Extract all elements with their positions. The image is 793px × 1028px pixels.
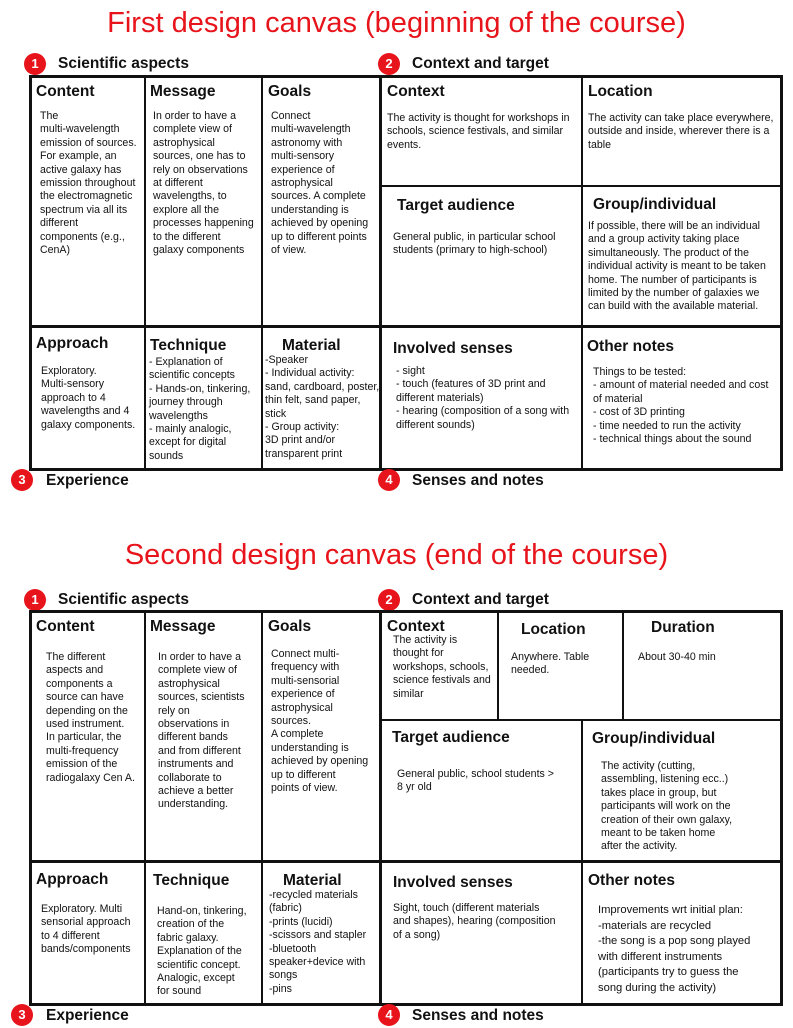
canvas1-group-individual-text: If possible, there will be an individual and a group activity taking place simultaneously. The product of the individual activity is meant to be taken home. The number of participants is limited by the number of galaxies we can build with the available material. (588, 220, 766, 313)
canvas2-duration-heading: Duration (651, 619, 715, 636)
canvas1-other-notes-text: Things to be tested: - amount of material needed and cost of material - cost of 3D printing - time needed to run the activity - technical things about the sound (593, 366, 769, 446)
canvas1-section-experience: Experience (46, 472, 129, 489)
canvas2-message-heading: Message (150, 618, 216, 635)
canvas1-title: First design canvas (beginning of the course) (107, 7, 686, 39)
canvas1-divider (381, 185, 781, 187)
canvas1-technique-heading: Technique (150, 337, 227, 354)
canvas1-context-heading: Context (387, 83, 445, 100)
canvas1-message-heading: Message (150, 83, 216, 100)
canvas1-material-text: -Speaker - Individual activity: sand, cardboard, poster, thin felt, sand paper, stick - Group activity: 3D print and/or transparent print (265, 354, 380, 460)
canvas2-group-individual-heading: Group/individual (592, 730, 716, 747)
canvas2-section-scientific-aspects: Scientific aspects (58, 591, 189, 608)
canvas2-badge-1: 1 (24, 589, 46, 611)
canvas2-badge-3: 3 (11, 1004, 33, 1026)
canvas2-material-heading: Material (283, 872, 342, 889)
canvas2-content-text: The different aspects and components a source can have depending on the used instrument. In particular, the multi-frequency emission of the radiogalaxy Cen A. (46, 651, 135, 784)
canvas1-badge-1: 1 (24, 53, 46, 75)
canvas2-technique-text: Hand-on, tinkering, creation of the fabric galaxy. Explanation of the scientific concept. Analogic, except for sound (157, 905, 247, 998)
canvas2-section-context-and-target: Context and target (412, 591, 549, 608)
canvas1-technique-text: - Explanation of scientific concepts - Hands-on, tinkering, journey through wavelengths - mainly analogic, except for digital sounds (149, 356, 251, 462)
canvas2-badge-2: 2 (378, 589, 400, 611)
canvas2-other-notes-text: Improvements wrt initial plan: -materials are recycled -the song is a pop song played with different instruments (participants try to guess the song during the activity) (598, 904, 751, 994)
canvas2-approach-heading: Approach (36, 871, 109, 888)
canvas1-context-text: The activity is thought for workshops in schools, science festivals, and similar events. (387, 112, 570, 151)
canvas2-divider (622, 612, 624, 720)
canvas2-target-audience-text: General public, school students > 8 yr old (397, 768, 554, 794)
canvas1-other-notes-heading: Other notes (587, 338, 674, 355)
canvas2-title: Second design canvas (end of the course) (124, 539, 669, 571)
canvas1-approach-text: Exploratory. Multi-sensory approach to 4 wavelengths and 4 galaxy components. (41, 365, 136, 431)
canvas2-goals-text: Connect multi- frequency with multi-sensorial experience of astrophysical sources. A complete understanding is achieved by opening up to different points of view. (271, 648, 369, 795)
canvas1-target-audience-text: General public, in particular school students (primary to high-school) (393, 231, 556, 257)
canvas1-involved-senses-text: - sight - touch (features of 3D print and different materials) - hearing (composition of a song with different sounds) (396, 365, 570, 431)
canvas2-involved-senses-heading: Involved senses (393, 874, 513, 891)
canvas1-divider (31, 325, 380, 328)
canvas1-approach-heading: Approach (36, 335, 109, 352)
canvas1-content-text: The multi-wavelength emission of sources. For example, an active galaxy has emission throughout the electromagnetic spectrum via all its different components (e.g., CenA) (40, 110, 137, 257)
canvas2-divider (261, 612, 263, 1004)
canvas1-divider (581, 77, 583, 469)
canvas1-involved-senses-heading: Involved senses (393, 340, 513, 357)
canvas1-target-audience-heading: Target audience (397, 197, 515, 214)
canvas1-content-heading: Content (36, 83, 95, 100)
canvas2-divider (31, 860, 380, 863)
canvas1-material-heading: Material (282, 337, 341, 354)
canvas2-location-heading: Location (521, 621, 586, 638)
canvas1-message-text: In order to have a complete view of astrophysical sources, one has to rely on observations at different wavelengths, to explore all the processes happening to the different galaxy components (153, 110, 254, 257)
canvas1-badge-4: 4 (378, 469, 400, 491)
canvas2-section-experience: Experience (46, 1007, 129, 1024)
canvas1-goals-heading: Goals (268, 83, 312, 100)
canvas2-badge-4: 4 (378, 1004, 400, 1026)
canvas1-section-scientific-aspects: Scientific aspects (58, 55, 189, 72)
canvas1-badge-3: 3 (11, 469, 33, 491)
canvas2-location-text: Anywhere. Table needed. (511, 651, 590, 677)
canvas2-message-text: In order to have a complete view of astrophysical sources, scientists rely on observations in different bands and from different instruments and collaborate to achieve a better understanding. (158, 651, 245, 811)
canvas1-divider (381, 325, 781, 328)
canvas1-location-text: The activity can take place everywhere, outside and inside, wherever there is a table (588, 112, 774, 151)
canvas1-location-heading: Location (588, 83, 653, 100)
canvas2-divider (381, 860, 781, 863)
canvas2-goals-heading: Goals (268, 618, 312, 635)
canvas2-divider (144, 612, 146, 1004)
canvas2-context-text: The activity is thought for workshops, schools, science festivals and similar (393, 634, 491, 700)
canvas2-divider (497, 612, 499, 720)
canvas2-duration-text: About 30-40 min (638, 651, 716, 663)
canvas1-group-individual-heading: Group/individual (593, 196, 717, 213)
canvas2-other-notes-heading: Other notes (588, 872, 675, 889)
canvas1-section-senses-and-notes: Senses and notes (412, 472, 544, 489)
canvas1-badge-2: 2 (378, 53, 400, 75)
canvas1-divider (144, 77, 146, 469)
canvas2-involved-senses-text: Sight, touch (different materials and shapes), hearing (composition of a song) (393, 902, 556, 941)
canvas2-context-heading: Context (387, 618, 445, 635)
canvas2-material-text: -recycled materials (fabric) -prints (lucidi) -scissors and stapler -bluetooth speaker+device with songs -pins (269, 889, 367, 995)
canvas2-section-senses-and-notes: Senses and notes (412, 1007, 544, 1024)
canvas1-divider (261, 77, 263, 469)
canvas1-section-context-and-target: Context and target (412, 55, 549, 72)
canvas2-approach-text: Exploratory. Multi sensorial approach to 4 different bands/components (41, 903, 131, 956)
canvas2-technique-heading: Technique (153, 872, 230, 889)
canvas2-group-individual-text: The activity (cutting, assembling, listening ecc..) takes place in group, but participants will work on the creation of their own galaxy, meant to be taken home after the activity. (601, 760, 733, 853)
canvas2-content-heading: Content (36, 618, 95, 635)
canvas1-goals-text: Connect multi-wavelength astronomy with multi-sensory experience of astrophysical sources. A complete understanding is achieved by opening up to different points of view. (271, 110, 369, 257)
canvas2-target-audience-heading: Target audience (392, 729, 510, 746)
